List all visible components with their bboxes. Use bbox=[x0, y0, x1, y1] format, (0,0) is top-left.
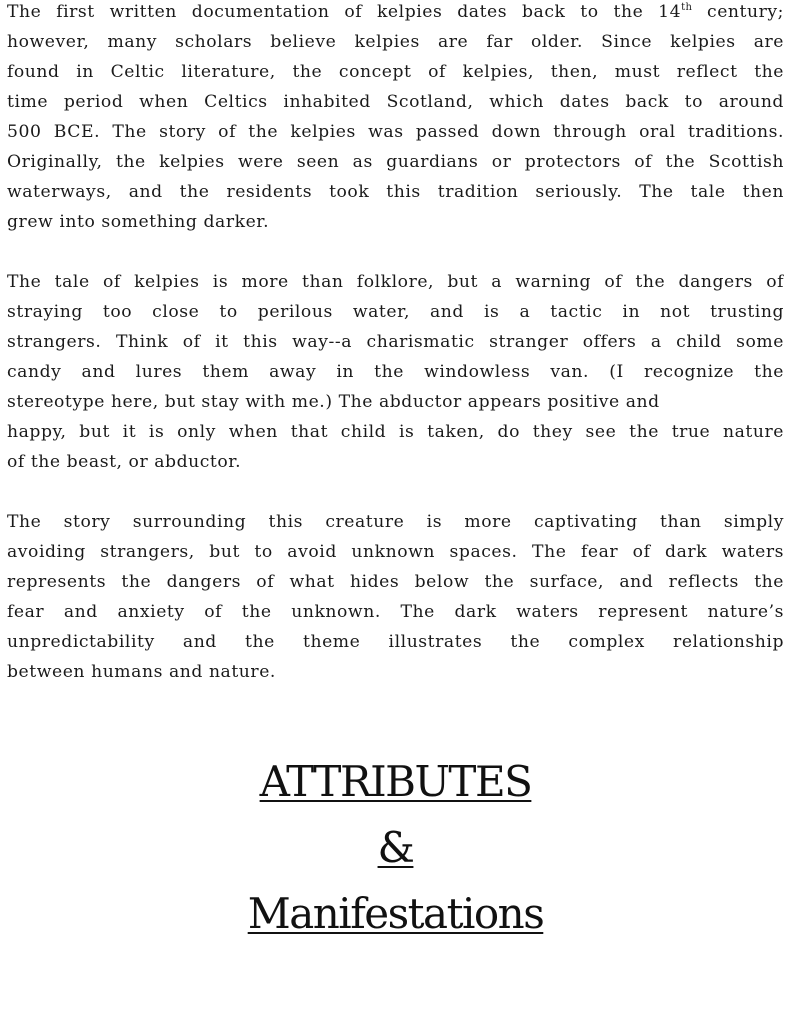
text-line: Originally, the kelpies were seen as guardians or protectors of the Scottish bbox=[7, 152, 784, 172]
text-line: 500 BCE. The story of the kelpies was passed down through oral traditions. bbox=[7, 122, 784, 142]
text-line: The story surrounding this creature is more captivating than simply bbox=[7, 512, 784, 532]
paragraph-dark-waters bbox=[7, 507, 784, 687]
heading-line: Manifestations bbox=[247, 889, 544, 938]
text-line: candy and lures them away in the windowless van. (I recognize the bbox=[7, 362, 784, 382]
text-line: happy, but it is only when that child is taken, do they see the true nature bbox=[7, 422, 784, 442]
text-line: straying too close to perilous water, and is a tactic in not trusting bbox=[7, 302, 784, 322]
section-heading-ampersand bbox=[0, 815, 791, 881]
text-line: represents the dangers of what hides below the surface, and reflects the bbox=[7, 572, 784, 592]
heading-line: & bbox=[377, 823, 414, 872]
paragraph-warning bbox=[7, 267, 784, 477]
text-line: of the beast, or abductor. bbox=[7, 452, 242, 472]
text-line: however, many scholars believe kelpies are far older. Since kelpies are bbox=[7, 32, 784, 52]
text-line: fear and anxiety of the unknown. The dark waters represent nature’s bbox=[7, 602, 784, 622]
text-line: avoiding strangers, but to avoid unknown spaces. The fear of dark waters bbox=[7, 542, 784, 562]
text-line: The tale of kelpies is more than folklore, but a warning of the dangers of bbox=[7, 272, 784, 292]
text-line-content: The first written documentation of kelpies dates back to the 14 bbox=[7, 2, 682, 22]
heading-line: ATTRIBUTES bbox=[259, 757, 532, 806]
text-line: unpredictability and the theme illustrates the complex relationship bbox=[7, 632, 784, 652]
paragraph-history bbox=[7, 0, 784, 237]
superscript-ordinal: th bbox=[681, 2, 693, 13]
text-line: stereotype here, but stay with me.) The abductor appears positive and bbox=[7, 392, 660, 412]
text-line: found in Celtic literature, the concept of kelpies, then, must reflect the bbox=[7, 62, 784, 82]
text-line: grew into something darker. bbox=[7, 212, 270, 232]
text-line: between humans and nature. bbox=[7, 662, 276, 682]
text-line bbox=[7, 0, 784, 27]
text-line-tail: century; bbox=[692, 2, 784, 22]
text-line: waterways, and the residents took this tradition seriously. The tale then bbox=[7, 182, 784, 202]
text-line: strangers. Think of it this way--a charismatic stranger offers a child some bbox=[7, 332, 784, 352]
section-heading-manifestations bbox=[0, 881, 791, 947]
text-line: time period when Celtics inhabited Scotland, which dates back to around bbox=[7, 92, 784, 112]
section-heading-attributes bbox=[0, 749, 791, 815]
